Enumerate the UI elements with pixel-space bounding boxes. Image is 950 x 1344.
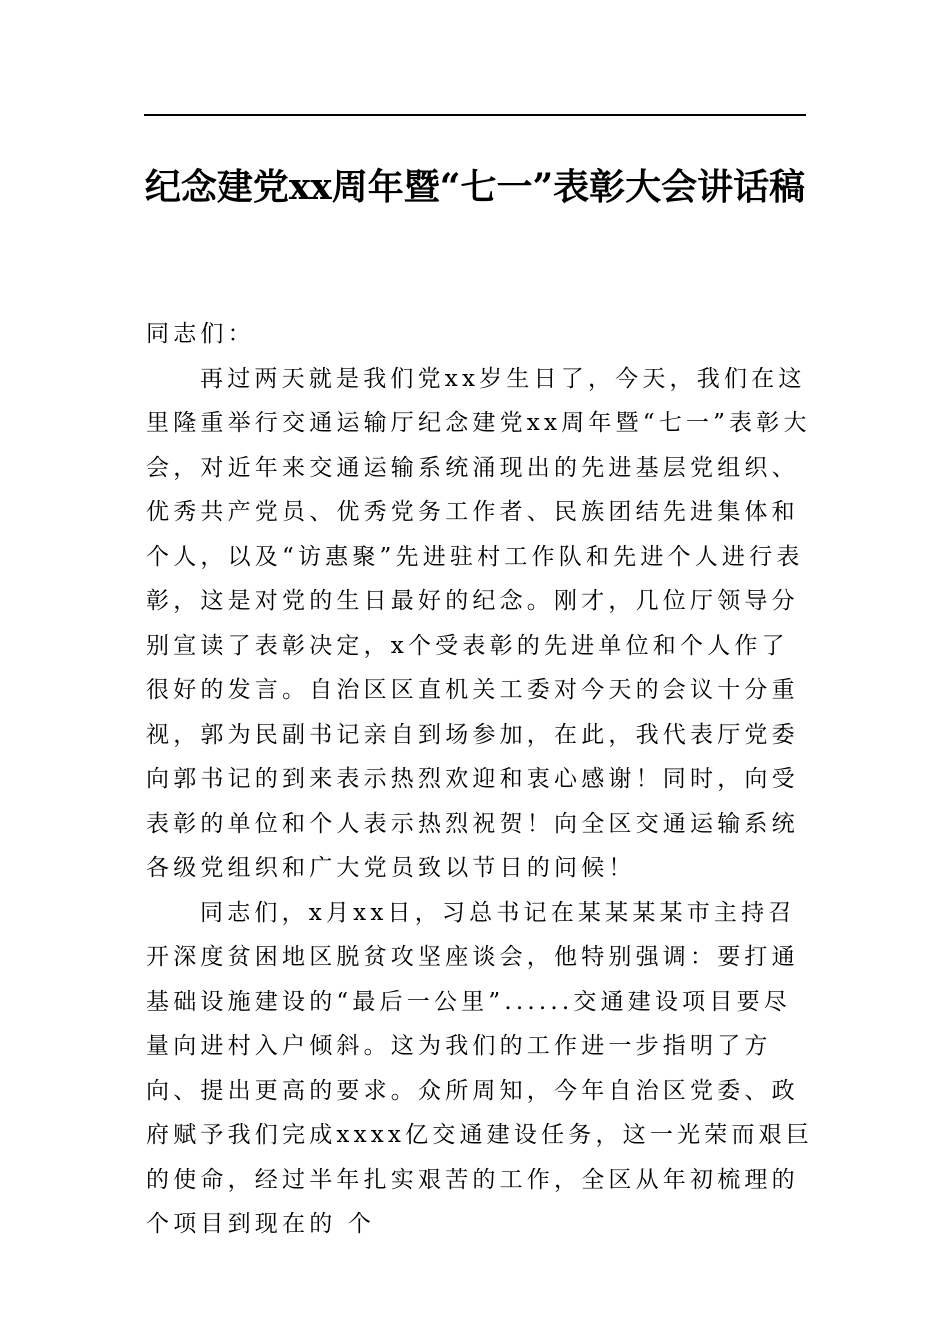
body-paragraph-1: 再过两天就是我们党xx岁生日了，今天，我们在这里隆重举行交通运输厅纪念建党xx周年暨“七一”表彰大会，对近年来交通运输系统涌现出的先进基层党组织、优秀共产党员、优秀党务工作者、民族团结先进集体和个人，以及“访惠聚”先进驻村工作队和先进个人进行表彰，这是对党的生日最好的纪念。刚才，几位厅领导分别宣读了表彰决定，x个受表彰的先进单位和个人作了很好的发言。自治区区直机关工委对今天的会议十分重视，郭为民副书记亲自到场参加，在此，我代表厅党委向郭书记的到来表示热烈欢迎和衷心感谢！同时，向受表彰的单位和个人表示热烈祝贺！向全区交通运输系统各级党组织和广大党员致以节日的问候！ [146,365,811,881]
document-title: 纪念建党xx周年暨“七一”表彰大会讲话稿 [144,166,806,208]
header-rule [144,114,806,116]
salutation: 同志们： [146,321,255,347]
document-body [146,312,814,1247]
body-paragraph-2: 同志们，x月xx日，习总书记在某某某某市主持召开深度贫困地区脱贫攻坚座谈会，他特别强调：要打通基础设施建设的“最后一公里”......交通建设项目要尽量向进村入户倾斜。这为我们的工作进一步指明了方向、提出更高的要求。众所周知，今年自治区党委、政府赋予我们完成xxxx亿交通建设任务，这一光荣而艰巨的使命，经过半年扎实艰苦的工作，全区从年初梳理的 个项目到现在的 个 [146,899,814,1237]
